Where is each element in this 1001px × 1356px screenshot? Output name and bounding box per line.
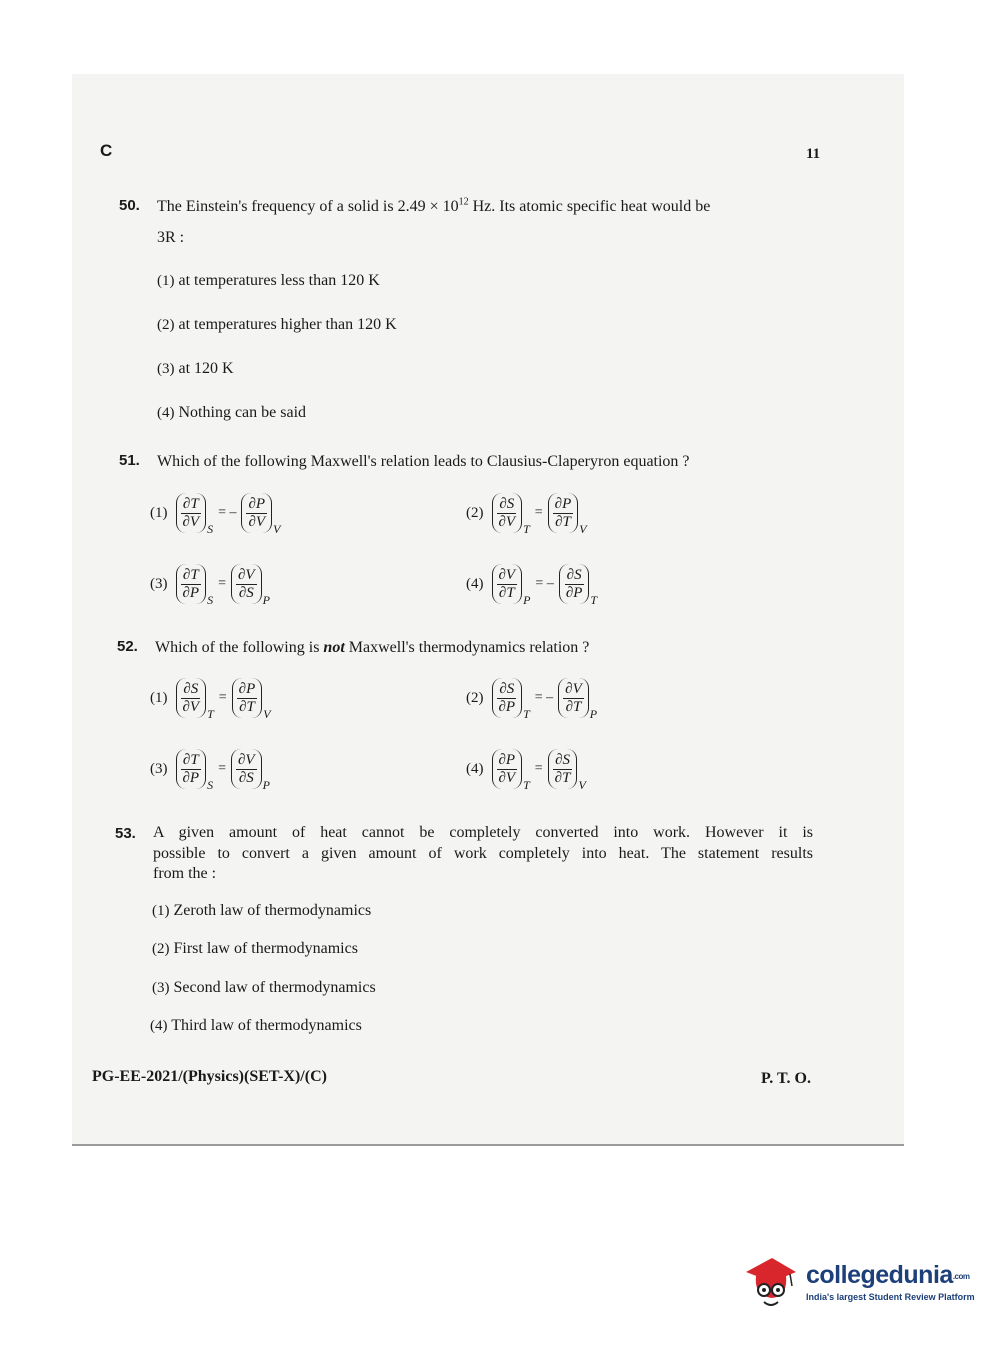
lhs-numerator: ∂S (183, 680, 199, 697)
q51-option-1 (150, 493, 281, 536)
rhs-subscript: V (578, 778, 586, 792)
q53-option-3-num: (3) (152, 980, 170, 996)
lhs-numerator: ∂T (182, 495, 199, 512)
lhs-numerator: ∂V (498, 566, 516, 583)
q53-option-4-num: (4) (150, 1018, 168, 1034)
q50-option-3-num: (3) (157, 361, 175, 377)
rhs-denominator: ∂P (565, 584, 583, 601)
rhs-subscript: P (262, 593, 270, 607)
q51-option-1-rhs (241, 493, 272, 533)
question-52-text (155, 636, 589, 660)
q50-option-1-num: (1) (157, 273, 175, 289)
q50-option-4-text: Nothing can be said (178, 404, 307, 421)
q52-option-2-rhs (558, 678, 589, 718)
lhs-denominator: ∂V (498, 513, 516, 530)
q50-option-1 (157, 272, 380, 290)
q53-option-4 (150, 1017, 362, 1035)
lhs-subscript: P (523, 593, 531, 607)
q52-option-1-num: (1) (150, 689, 168, 706)
rhs-denominator: ∂S (238, 584, 254, 601)
rhs-subscript: P (589, 707, 598, 721)
pto-label: P. T. O. (761, 1070, 811, 1087)
q52-option-4-num: (4) (466, 760, 484, 777)
q51-option-2 (466, 493, 587, 536)
q50-option-4-num: (4) (157, 405, 175, 421)
q53-option-1-text: Zeroth law of thermodynamics (173, 902, 372, 919)
q51-option-4-num: (4) (466, 575, 484, 592)
q52-option-4-rhs (548, 749, 578, 789)
q52-text-after: Maxwell's thermodynamics relation ? (344, 639, 590, 656)
rhs-denominator: ∂T (565, 698, 582, 715)
paper-code: PG-EE-2021/(Physics)(SET-X)/(C) (92, 1068, 327, 1085)
rhs-numerator: ∂P (554, 495, 572, 512)
rhs-subscript: V (263, 707, 271, 721)
equals-sign: = (534, 505, 543, 520)
lhs-denominator: ∂P (498, 698, 516, 715)
q52-option-1-rhs (232, 678, 263, 718)
rhs-denominator: ∂T (239, 698, 255, 715)
lhs-numerator: ∂S (499, 495, 515, 512)
rhs-denominator: ∂T (555, 513, 571, 530)
question-53-text-line1: A given amount of heat cannot be completely converted into work. However it is (153, 824, 813, 841)
q52-option-1-lhs (176, 678, 207, 718)
question-51-text: Which of the following Maxwell's relation leads to Clausius-Claperyron equation ? (157, 453, 690, 470)
q53-option-4-text: Third law of thermodynamics (171, 1017, 362, 1034)
rhs-subscript: T (590, 593, 598, 607)
lhs-denominator: ∂P (182, 769, 200, 786)
q53-option-2 (152, 940, 358, 958)
q51-option-3 (150, 564, 270, 607)
logo-name: collegedunia.com (806, 1260, 970, 1289)
q51-option-3-rhs (231, 564, 262, 604)
equals-sign: = – (534, 690, 554, 705)
q52-option-3-rhs (231, 749, 262, 789)
equals-sign: = (534, 761, 543, 776)
equals-sign: = – (218, 505, 237, 520)
q52-option-4-lhs (492, 749, 523, 789)
lhs-subscript: T (523, 778, 530, 792)
q50-text-end: Hz. Its atomic specific heat would be (468, 198, 711, 215)
q50-option-1-text: at temperatures less than 120 K (178, 272, 380, 289)
equals-sign: = (218, 690, 227, 705)
lhs-subscript: S (207, 593, 214, 607)
q52-option-3-num: (3) (150, 760, 168, 777)
rhs-numerator: ∂V (565, 680, 582, 697)
rhs-numerator: ∂S (555, 751, 571, 768)
question-53-text-line2: possible to convert a given amount of work completely into heat. The statement results (153, 845, 813, 862)
rhs-numerator: ∂V (237, 751, 255, 768)
q50-exponent: 12 (458, 196, 469, 208)
q52-text-before: Which of the following is (155, 639, 324, 656)
page-bottom-line (72, 1144, 904, 1146)
q51-option-1-lhs (176, 493, 207, 533)
rhs-subscript: P (262, 778, 270, 792)
q50-option-4 (157, 404, 306, 422)
q53-option-1 (152, 902, 371, 920)
lhs-subscript: T (207, 707, 214, 721)
question-50-text-line2: 3R : (157, 229, 185, 246)
rhs-numerator: ∂P (248, 495, 266, 512)
lhs-numerator: ∂P (498, 751, 516, 768)
lhs-subscript: S (207, 778, 214, 792)
q50-option-3 (157, 360, 234, 378)
rhs-numerator: ∂P (238, 680, 256, 697)
lhs-subscript: T (523, 707, 530, 721)
rhs-denominator: ∂V (248, 513, 266, 530)
rhs-subscript: V (273, 522, 281, 536)
q52-text-emphasis: not (323, 639, 345, 656)
lhs-numerator: ∂T (182, 566, 199, 583)
q50-option-2-num: (2) (157, 317, 175, 333)
q52-option-4 (466, 749, 586, 792)
collegedunia-logo-icon (744, 1252, 798, 1310)
q50-option-2-text: at temperatures higher than 120 K (178, 316, 397, 333)
rhs-numerator: ∂V (237, 566, 255, 583)
question-number-53: 53. (115, 825, 136, 842)
q51-option-4-rhs (559, 564, 590, 604)
lhs-subscript: T (523, 522, 530, 536)
collegedunia-watermark (744, 1252, 975, 1310)
q50-option-3-text: at 120 K (178, 360, 234, 377)
equals-sign: = (218, 761, 226, 776)
logo-tagline: India's largest Student Review Platform (806, 1291, 975, 1302)
logo-com: .com (952, 1271, 970, 1281)
equals-sign: = (218, 576, 226, 591)
q52-option-1 (150, 678, 271, 721)
q51-option-2-rhs (548, 493, 579, 533)
q51-option-3-lhs (176, 564, 207, 604)
q51-option-4 (466, 564, 598, 607)
lhs-denominator: ∂P (182, 584, 200, 601)
q51-option-3-num: (3) (150, 575, 168, 592)
q53-option-2-num: (2) (152, 941, 170, 957)
lhs-denominator: ∂T (498, 584, 515, 601)
q50-option-2 (157, 316, 397, 334)
page-number: 11 (806, 146, 821, 162)
equals-sign: = – (535, 576, 554, 591)
question-number-51: 51. (119, 452, 140, 469)
q52-option-3-lhs (176, 749, 207, 789)
question-53-text-line3: from the : (153, 865, 217, 882)
q53-option-3-text: Second law of thermodynamics (173, 979, 376, 996)
q53-option-2-text: First law of thermodynamics (173, 940, 358, 957)
q52-option-2-lhs (492, 678, 523, 718)
q52-option-3 (150, 749, 270, 792)
rhs-denominator: ∂T (554, 769, 571, 786)
lhs-numerator: ∂T (182, 751, 199, 768)
q53-option-3 (152, 979, 376, 997)
q51-option-2-lhs (492, 493, 523, 533)
q51-option-1-num: (1) (150, 504, 168, 521)
q53-option-1-num: (1) (152, 903, 170, 919)
lhs-denominator: ∂V (182, 513, 200, 530)
rhs-subscript: V (579, 522, 587, 536)
q51-option-4-lhs (492, 564, 523, 604)
q52-option-2 (466, 678, 598, 721)
rhs-numerator: ∂S (566, 566, 582, 583)
lhs-denominator: ∂V (182, 698, 200, 715)
question-50-text-line1 (157, 195, 710, 219)
lhs-denominator: ∂V (498, 769, 516, 786)
lhs-subscript: S (207, 522, 214, 536)
set-code: C (100, 141, 113, 160)
rhs-denominator: ∂S (238, 769, 254, 786)
question-number-52: 52. (117, 638, 138, 655)
q52-option-2-num: (2) (466, 689, 484, 706)
q51-option-2-num: (2) (466, 504, 484, 521)
question-number-50: 50. (119, 197, 140, 214)
q50-text-start: The Einstein's frequency of a solid is 2.49 × 10 (157, 198, 459, 215)
lhs-numerator: ∂S (499, 680, 515, 697)
